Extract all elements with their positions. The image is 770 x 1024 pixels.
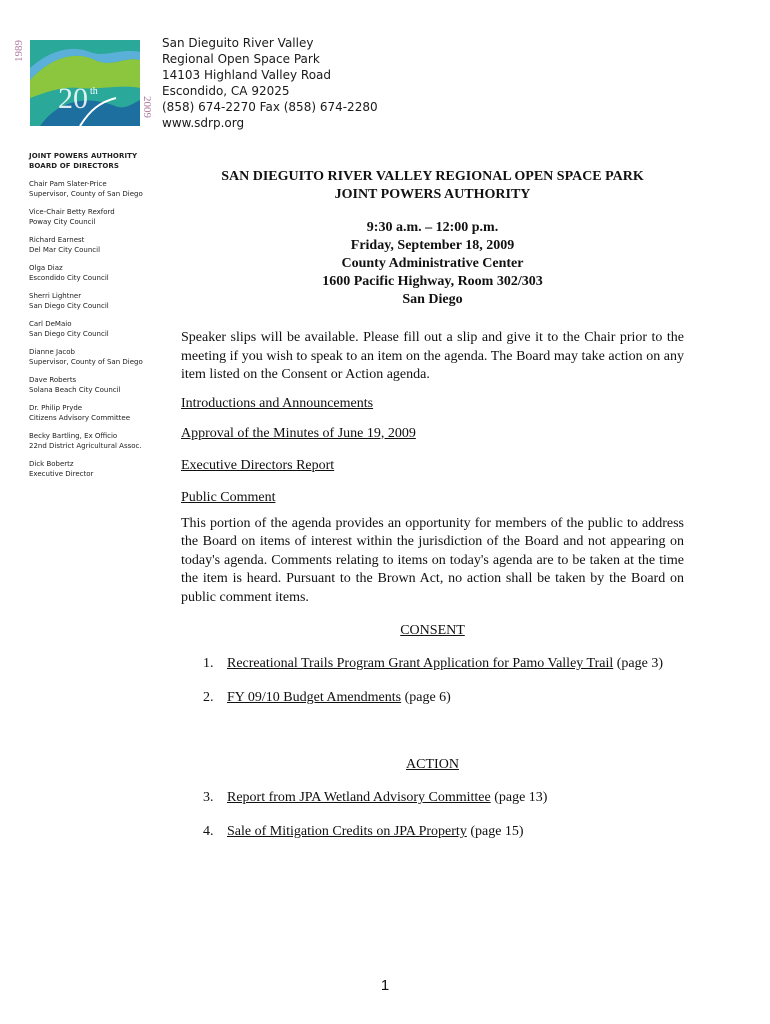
member-role: Executive Director xyxy=(29,469,94,478)
board-member xyxy=(29,180,169,199)
public-comment-heading: Public Comment xyxy=(181,489,276,505)
member-name: Dick Bobertz xyxy=(29,460,74,468)
agenda-item xyxy=(181,823,684,841)
action-heading: ACTION xyxy=(406,757,459,772)
introductions-heading: Introductions and Announcements xyxy=(181,395,374,411)
member-role: Citizens Advisory Committee xyxy=(29,413,131,422)
member-name: Carl DeMaio xyxy=(29,320,72,328)
member-role: 22nd District Agricultural Assoc. xyxy=(29,441,142,450)
org-city: Escondido, CA 92025 xyxy=(162,84,290,98)
logo-year-start: 1989 xyxy=(13,40,25,62)
member-name: Dianne Jacob xyxy=(29,348,75,356)
item-number: 1. xyxy=(203,656,214,671)
org-phone-fax: (858) 674-2270 Fax (858) 674-2280 xyxy=(162,100,378,114)
item-number: 2. xyxy=(203,690,214,705)
meeting-city: San Diego xyxy=(402,292,463,307)
member-role: Escondido City Council xyxy=(29,273,109,282)
item-number: 3. xyxy=(203,790,214,805)
meeting-date: Friday, September 18, 2009 xyxy=(350,238,515,253)
meeting-address: 1600 Pacific Highway, Room 302/303 xyxy=(322,274,543,289)
item-title-link[interactable]: Sale of Mitigation Credits on JPA Property xyxy=(227,824,467,839)
board-member xyxy=(29,236,169,255)
member-role: Solana Beach City Council xyxy=(29,385,121,394)
agenda-main xyxy=(181,168,684,841)
agenda-item xyxy=(181,689,684,707)
item-page: (page 15) xyxy=(470,824,524,839)
sidebar-heading-board: BOARD OF DIRECTORS xyxy=(29,161,120,170)
logo-anniversary-number: 20 xyxy=(58,82,88,115)
agenda-item xyxy=(181,655,684,673)
speaker-slips-note: Speaker slips will be available. Please fill out a slip and give it to the Chair prior to the meeting if you wish to speak to an item on the agenda. The Board may take action on any item listed on the Consent or Action agenda. xyxy=(181,330,684,382)
member-role: San Diego City Council xyxy=(29,301,109,310)
organization-address xyxy=(162,35,422,131)
consent-heading: CONSENT xyxy=(400,623,465,638)
board-member xyxy=(29,376,169,395)
member-role: Supervisor, County of San Diego xyxy=(29,357,143,366)
item-page: (page 3) xyxy=(616,656,664,671)
member-name: Olga Diaz xyxy=(29,264,63,272)
member-name: Dave Roberts xyxy=(29,376,77,384)
item-page: (page 13) xyxy=(494,790,548,805)
org-website[interactable]: www.sdrp.org xyxy=(162,116,245,130)
page-number: 1 xyxy=(380,977,390,994)
board-member xyxy=(29,264,169,283)
member-role: Del Mar City Council xyxy=(29,245,101,254)
agenda-title-line2: JOINT POWERS AUTHORITY xyxy=(334,187,531,202)
member-name: Dr. Philip Pryde xyxy=(29,404,83,412)
meeting-venue: County Administrative Center xyxy=(341,256,524,271)
approval-minutes-heading: Approval of the Minutes of June 19, 2009 xyxy=(181,425,416,441)
member-role: San Diego City Council xyxy=(29,329,109,338)
logo-anniversary-suffix: th xyxy=(90,86,98,97)
executive-report-heading: Executive Directors Report xyxy=(181,457,335,473)
item-page: (page 6) xyxy=(404,690,451,705)
board-of-directors-sidebar xyxy=(29,152,169,479)
item-title-link[interactable]: FY 09/10 Budget Amendments xyxy=(227,690,402,705)
board-member xyxy=(29,460,169,479)
item-number: 4. xyxy=(203,824,214,839)
member-name: Richard Earnest xyxy=(29,236,85,244)
member-role: Poway City Council xyxy=(29,217,96,226)
org-subname: Regional Open Space Park xyxy=(162,52,320,66)
sidebar-heading-jpa: JOINT POWERS AUTHORITY xyxy=(29,152,138,160)
member-role: Supervisor, County of San Diego xyxy=(29,189,143,198)
meeting-time: 9:30 a.m. – 12:00 p.m. xyxy=(366,220,499,235)
item-title-link[interactable]: Report from JPA Wetland Advisory Committee xyxy=(227,790,491,805)
org-name: San Dieguito River Valley xyxy=(162,36,314,50)
logo-graphic xyxy=(13,38,158,130)
sdrp-20th-anniversary-logo xyxy=(13,38,158,130)
member-name: Vice-Chair Betty Rexford xyxy=(29,208,115,216)
board-member xyxy=(29,320,169,339)
member-name: Becky Bartling, Ex Officio xyxy=(29,432,118,440)
board-member xyxy=(29,432,169,451)
member-name: Chair Pam Slater-Price xyxy=(29,180,107,188)
logo-year-end: 2009 xyxy=(141,96,153,118)
board-member xyxy=(29,292,169,311)
public-comment-text: This portion of the agenda provides an opportunity for members of the public to address the Board on items of interest within the jurisdiction of the Board and not appearing on today's agenda. Comments relating to items on today's agenda are to be taken at the time the item is heard. Pursuant to the Brown Act, no action shall be taken by the Board on public comment items. xyxy=(181,515,684,605)
item-title-link[interactable]: Recreational Trails Program Grant Application for Pamo Valley Trail xyxy=(227,656,614,671)
meeting-details xyxy=(181,219,684,309)
board-member xyxy=(29,404,169,423)
org-street: 14103 Highland Valley Road xyxy=(162,68,332,82)
agenda-title-line1: SAN DIEGUITO RIVER VALLEY REGIONAL OPEN SPACE PARK xyxy=(221,169,644,184)
member-name: Sherri Lightner xyxy=(29,292,82,300)
board-member xyxy=(29,208,169,227)
board-member xyxy=(29,348,169,367)
agenda-item xyxy=(181,789,684,807)
